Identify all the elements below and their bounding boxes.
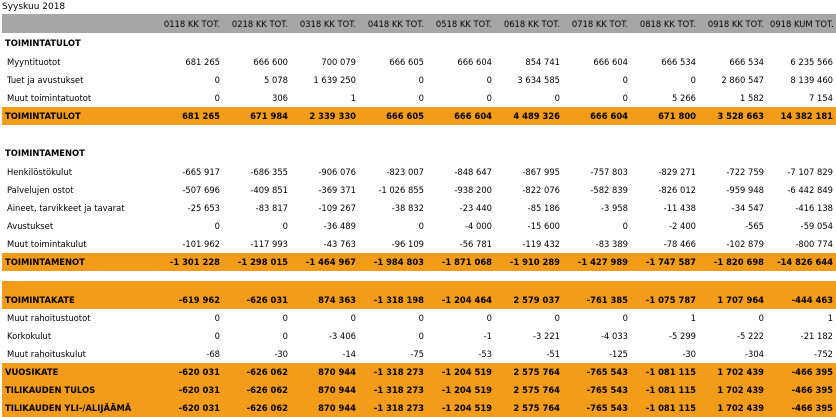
value-cell: -5 299 <box>669 331 696 341</box>
value-cell: -1 204 464 <box>427 291 495 309</box>
value-cell: -4 000 <box>465 221 492 231</box>
row-label: Muut rahoituskulut <box>7 349 86 359</box>
value-cell: -1 <box>483 331 492 341</box>
value-cell: 8 139 460 <box>790 75 833 85</box>
value-cell: -686 355 <box>250 167 288 177</box>
value-cell: 0 <box>214 75 220 85</box>
value-cell: 2 339 330 <box>291 107 359 125</box>
value-cell: -119 432 <box>522 239 560 249</box>
value-cell: -125 <box>608 349 628 359</box>
value-cell: -626 062 <box>223 363 291 381</box>
value-cell: -14 <box>342 349 356 359</box>
value-cell: 1 702 439 <box>699 381 767 399</box>
value-cell: -444 463 <box>767 291 836 309</box>
row-label: Muut toimintakulut <box>7 239 87 249</box>
value-cell: -83 817 <box>255 203 288 213</box>
value-cell: -752 <box>813 349 833 359</box>
value-cell: -68 <box>206 349 220 359</box>
value-cell: 0 <box>486 75 492 85</box>
value-cell: 666 604 <box>457 57 492 67</box>
value-cell: -507 696 <box>182 185 220 195</box>
value-cell: -619 962 <box>155 291 223 309</box>
table-row-rahoituskulut <box>2 345 836 363</box>
value-cell: -665 917 <box>182 167 220 177</box>
row-label: Myyntituotot <box>7 57 61 67</box>
value-cell: 7 154 <box>809 93 833 103</box>
value-cell: -765 543 <box>563 363 631 381</box>
section-heading-toimintatulot <box>2 33 836 53</box>
value-cell: -3 958 <box>601 203 628 213</box>
section-heading-label: TOIMINTATULOT <box>5 38 81 48</box>
total-row-ylijaama <box>2 399 836 417</box>
column-header: 0118 KK TOT. <box>155 14 223 33</box>
value-cell: -1 464 967 <box>291 253 359 271</box>
value-cell: -1 301 228 <box>155 253 223 271</box>
value-cell: 0 <box>554 93 560 103</box>
table-row-rahoitustuotot <box>2 309 836 327</box>
row-label: Henkilöstökulut <box>7 167 72 177</box>
column-header: 0718 KK TOT. <box>563 14 631 33</box>
value-cell: -582 839 <box>590 185 628 195</box>
value-cell: -96 109 <box>391 239 424 249</box>
value-cell: -822 076 <box>522 185 560 195</box>
total-row-toimintakate <box>2 291 836 309</box>
value-cell: -1 910 289 <box>495 253 563 271</box>
value-cell: -21 182 <box>800 331 833 341</box>
row-label: Palvelujen ostot <box>7 185 74 195</box>
value-cell: -1 204 519 <box>427 399 495 417</box>
row-label: Muut toimintatuotot <box>7 93 92 103</box>
value-cell: -5 222 <box>737 331 764 341</box>
value-cell: 2 575 764 <box>495 381 563 399</box>
value-cell: -466 395 <box>767 399 836 417</box>
value-cell: 1 702 439 <box>699 363 767 381</box>
value-cell: -85 186 <box>527 203 560 213</box>
value-cell: -565 <box>744 221 764 231</box>
value-cell: 0 <box>622 75 628 85</box>
value-cell: 3 634 585 <box>517 75 560 85</box>
total-row-toimintatulot <box>2 107 836 125</box>
value-cell: -626 031 <box>223 291 291 309</box>
value-cell: 2 860 547 <box>721 75 764 85</box>
value-cell: -867 995 <box>522 167 560 177</box>
column-header <box>2 14 155 33</box>
spacer-row <box>2 125 836 143</box>
value-cell: 0 <box>418 221 424 231</box>
value-cell: 0 <box>418 93 424 103</box>
row-label: TOIMINTAKATE <box>2 291 155 309</box>
value-cell: -102 879 <box>726 239 764 249</box>
value-cell: -409 851 <box>250 185 288 195</box>
value-cell: 0 <box>622 93 628 103</box>
total-row-tilikauden-tulos <box>2 381 836 399</box>
value-cell: 681 265 <box>155 107 223 125</box>
value-cell: -2 400 <box>669 221 696 231</box>
value-cell: 666 604 <box>563 107 631 125</box>
value-cell: 0 <box>690 75 696 85</box>
column-header: 0518 KK TOT. <box>427 14 495 33</box>
value-cell: -101 962 <box>182 239 220 249</box>
value-cell: -1 318 198 <box>359 291 427 309</box>
value-cell: 2 575 764 <box>495 363 563 381</box>
value-cell: 0 <box>486 313 492 323</box>
value-cell: -56 781 <box>459 239 492 249</box>
value-cell: -959 948 <box>726 185 764 195</box>
value-cell: 5 078 <box>264 75 288 85</box>
column-header: 0318 KK TOT. <box>291 14 359 33</box>
value-cell: 0 <box>418 313 424 323</box>
value-cell: 666 534 <box>729 57 764 67</box>
value-cell: -53 <box>478 349 492 359</box>
value-cell: -416 138 <box>795 203 833 213</box>
value-cell: 0 <box>554 313 560 323</box>
value-cell: -1 318 273 <box>359 381 427 399</box>
value-cell: -75 <box>410 349 424 359</box>
row-label: TILIKAUDEN TULOS <box>2 381 155 399</box>
row-label: Korkokulut <box>7 331 52 341</box>
value-cell: -30 <box>682 349 696 359</box>
value-cell: 4 489 326 <box>495 107 563 125</box>
value-cell: -848 647 <box>454 167 492 177</box>
column-header: 0918 KK TOT. <box>699 14 767 33</box>
value-cell: -25 653 <box>187 203 220 213</box>
value-cell: 1 582 <box>740 93 764 103</box>
value-cell: -15 600 <box>527 221 560 231</box>
table-row-tuet <box>2 71 836 89</box>
value-cell: 0 <box>622 221 628 231</box>
value-cell: -1 984 803 <box>359 253 427 271</box>
value-cell: -1 204 519 <box>427 381 495 399</box>
row-label: VUOSIKATE <box>2 363 155 381</box>
value-cell: 1 <box>350 93 356 103</box>
column-header: 0418 KK TOT. <box>359 14 427 33</box>
value-cell: 1 <box>690 313 696 323</box>
value-cell: 681 265 <box>185 57 220 67</box>
table-row-korkokulut <box>2 327 836 345</box>
section-heading-toimintamenot <box>2 143 836 163</box>
value-cell: -304 <box>744 349 764 359</box>
value-cell: -1 820 698 <box>699 253 767 271</box>
row-label: Muut rahoitustuotot <box>7 313 91 323</box>
value-cell: -823 007 <box>386 167 424 177</box>
value-cell: -1 026 855 <box>378 185 424 195</box>
value-cell: -906 076 <box>318 167 356 177</box>
value-cell: -757 803 <box>590 167 628 177</box>
value-cell: 0 <box>486 93 492 103</box>
income-statement-table <box>2 14 836 417</box>
value-cell: -466 395 <box>767 381 836 399</box>
row-label: TILIKAUDEN YLI-/ALIJÄÄMÄ <box>2 399 155 417</box>
value-cell: 3 528 663 <box>699 107 767 125</box>
value-cell: 0 <box>758 313 764 323</box>
value-cell: 0 <box>282 313 288 323</box>
table-row-muut-tulot <box>2 89 836 107</box>
value-cell: -620 031 <box>155 399 223 417</box>
value-cell: 1 <box>827 313 833 323</box>
value-cell: 5 266 <box>672 93 696 103</box>
value-cell: -4 033 <box>601 331 628 341</box>
value-cell: -109 267 <box>318 203 356 213</box>
table-row-myyntituotot <box>2 53 836 71</box>
value-cell: 0 <box>418 331 424 341</box>
value-cell: 870 944 <box>291 399 359 417</box>
value-cell: 870 944 <box>291 363 359 381</box>
column-header: 0218 KK TOT. <box>223 14 291 33</box>
value-cell: 0 <box>350 313 356 323</box>
value-cell: 306 <box>272 93 288 103</box>
value-cell: -1 081 115 <box>631 399 699 417</box>
value-cell: -1 075 787 <box>631 291 699 309</box>
value-cell: 0 <box>282 331 288 341</box>
table-row-muut-kulut <box>2 235 836 253</box>
value-cell: -51 <box>546 349 560 359</box>
value-cell: -7 107 829 <box>787 167 833 177</box>
value-cell: 671 800 <box>631 107 699 125</box>
row-label: Tuet ja avustukset <box>7 75 84 85</box>
value-cell: -3 221 <box>533 331 560 341</box>
row-label: TOIMINTAMENOT <box>2 253 155 271</box>
value-cell: -1 318 273 <box>359 363 427 381</box>
value-cell: 2 579 037 <box>495 291 563 309</box>
value-cell: -38 832 <box>391 203 424 213</box>
value-cell: -11 438 <box>663 203 696 213</box>
value-cell: -78 466 <box>663 239 696 249</box>
value-cell: -1 871 068 <box>427 253 495 271</box>
value-cell: -117 993 <box>250 239 288 249</box>
row-label: TOIMINTATULOT <box>2 107 155 125</box>
spacer-row-orange <box>2 281 836 291</box>
total-row-toimintamenot <box>2 253 836 271</box>
value-cell: -765 543 <box>563 381 631 399</box>
value-cell: -369 371 <box>318 185 356 195</box>
value-cell: -826 012 <box>658 185 696 195</box>
value-cell: -466 395 <box>767 363 836 381</box>
value-cell: 1 707 964 <box>699 291 767 309</box>
value-cell: 0 <box>214 221 220 231</box>
value-cell: -83 389 <box>595 239 628 249</box>
value-cell: 666 534 <box>661 57 696 67</box>
table-row-aineet <box>2 199 836 217</box>
value-cell: -6 442 849 <box>787 185 833 195</box>
value-cell: 666 604 <box>593 57 628 67</box>
value-cell: -765 543 <box>563 399 631 417</box>
spacer-row <box>2 271 836 281</box>
value-cell: -1 081 115 <box>631 381 699 399</box>
column-header: 0918 KUM TOT. <box>767 14 836 33</box>
value-cell: 0 <box>622 313 628 323</box>
value-cell: 2 575 764 <box>495 399 563 417</box>
table-row-palvelut <box>2 181 836 199</box>
value-cell: -938 200 <box>454 185 492 195</box>
value-cell: 666 604 <box>427 107 495 125</box>
value-cell: -722 759 <box>726 167 764 177</box>
value-cell: 14 382 181 <box>767 107 836 125</box>
column-header: 0818 KK TOT. <box>631 14 699 33</box>
value-cell: 1 702 439 <box>699 399 767 417</box>
value-cell: -800 774 <box>795 239 833 249</box>
value-cell: 0 <box>418 75 424 85</box>
value-cell: 854 741 <box>525 57 560 67</box>
value-cell: -1 081 115 <box>631 363 699 381</box>
table-row-avustukset <box>2 217 836 235</box>
value-cell: -1 747 587 <box>631 253 699 271</box>
value-cell: -43 763 <box>323 239 356 249</box>
row-label: Avustukset <box>7 221 54 231</box>
header-row <box>2 14 836 33</box>
value-cell: -59 054 <box>800 221 833 231</box>
value-cell: -23 440 <box>459 203 492 213</box>
value-cell: -1 298 015 <box>223 253 291 271</box>
page-title: Syyskuu 2018 <box>2 2 66 12</box>
value-cell: -1 318 273 <box>359 399 427 417</box>
value-cell: 874 363 <box>291 291 359 309</box>
table-row-henkilosto <box>2 163 836 181</box>
value-cell: 0 <box>214 331 220 341</box>
value-cell: 666 605 <box>359 107 427 125</box>
value-cell: -829 271 <box>658 167 696 177</box>
value-cell: -620 031 <box>155 381 223 399</box>
value-cell: 666 605 <box>389 57 424 67</box>
value-cell: -34 547 <box>731 203 764 213</box>
value-cell: 0 <box>282 221 288 231</box>
value-cell: -3 406 <box>329 331 356 341</box>
column-header: 0618 KK TOT. <box>495 14 563 33</box>
value-cell: -626 062 <box>223 399 291 417</box>
section-heading-label: TOIMINTAMENOT <box>5 148 85 158</box>
value-cell: -620 031 <box>155 363 223 381</box>
value-cell: 671 984 <box>223 107 291 125</box>
value-cell: -36 489 <box>323 221 356 231</box>
value-cell: 6 235 566 <box>790 57 833 67</box>
value-cell: 700 079 <box>321 57 356 67</box>
value-cell: 1 639 250 <box>313 75 356 85</box>
value-cell: -626 062 <box>223 381 291 399</box>
row-label: Aineet, tarvikkeet ja tavarat <box>7 203 125 213</box>
value-cell: 0 <box>214 313 220 323</box>
value-cell: -14 826 644 <box>767 253 836 271</box>
value-cell: -30 <box>274 349 288 359</box>
value-cell: 0 <box>214 93 220 103</box>
value-cell: -1 204 519 <box>427 363 495 381</box>
value-cell: -761 385 <box>563 291 631 309</box>
value-cell: 666 600 <box>253 57 288 67</box>
value-cell: 870 944 <box>291 381 359 399</box>
value-cell: -1 427 989 <box>563 253 631 271</box>
total-row-vuosikate <box>2 363 836 381</box>
